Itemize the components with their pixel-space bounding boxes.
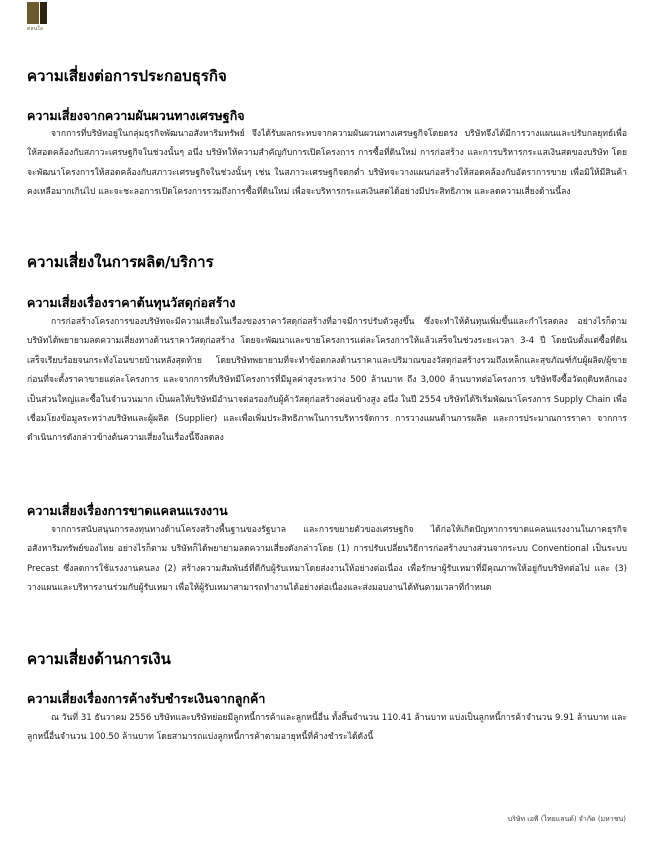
section-heading-production-risk: ความเสี่ยงในการผลิต/บริการ [27, 253, 214, 271]
logo-caption: ตลนใอ [27, 26, 44, 32]
subheading-receivables: ความเสี่ยงเรื่องการค้างรับชำระเงินจากลูกค้า [27, 691, 266, 706]
paragraph-labor-shortage: จากการสนับสนุนการลงทุนทางด้านโครงสร้างพื้นฐานของรัฐบาล และการขยายตัวของเศรษฐกิจ ได้ก่อให้เกิดปัญหาการขาดแคลนแรงงานในภาคธุรกิจอสังหาริมทรัพย์ของไทย อย่างไรก็ตาม บริษัทก็ได้พยายามลดความเสี่ยงดังกล่าวโดย (1) การปรับเปลี่ยนวิธีการก่อสร้างบางส่วนจากระบบ Conventional เป็นระบบ Precast ซึ่งลดการใช้แรงงานคนลง (2) สร้างความสัมพันธ์ที่ดีกับผู้รับเหมาโดยส่งงานให้อย่างต่อเนื่อง เพื่อรักษาผู้รับเหมาที่มีคุณภาพให้อยู่กับบริษัทต่อไป และ (3) วางแผนและบริหารงานร่วมกับผู้รับเหมา เพื่อให้ผู้รับเหมาสามารถทำงานได้อย่างต่อเนื่องและส่งมอบงานได้ทันตามเวลาที่กำหนด [27, 525, 627, 594]
paragraph-economic-volatility: จากการที่บริษัทอยู่ในกลุ่มธุรกิจพัฒนาอสังหาริมทรัพย์ จึงได้รับผลกระทบจากความผันผวนทางเศรษฐกิจโดยตรง บริษัทจึงได้มีการวางแผนและปรับกลยุทธ์เพื่อให้สอดคล้องกับสภาวะเศรษฐกิจในช่วงนั้นๆ อนึ่ง บริษัทให้ความสำคัญกับการเปิดโครงการ การซื้อที่ดินใหม่ การก่อสร้าง และการบริหารกระแสเงินสดของบริษัท โดยจะพัฒนาโครงการให้สอดคล้องกับสภาวะเศรษฐกิจในช่วงนั้นๆ เช่น ในสภาวะเศรษฐกิจตกต่ำ บริษัทจะวางแผนก่อสร้างให้สอดคล้องกับอัตราการขาย เพื่อมิให้มีสินค้าคงเหลือมากเกินไป และจะชะลอการเปิดโครงการรวมถึงการซื้อที่ดินใหม่ เพื่อจะบริหารกระแสเงินสดได้อย่างมีประสิทธิภาพ และลดความเสี่ยงด้านนี้ลง [27, 129, 627, 198]
paragraph-receivables: ณ วันที่ 31 ธันวาคม 2556 บริษัทและบริษัทย่อยมีลูกหนี้การค้าและลูกหนี้อื่น ทั้งสิ้นจำนวน 110.41 ล้านบาท แบ่งเป็นลูกหนี้การค้าจำนวน 9.91 ล้านบาท และลูกหนี้อื่นจำนวน 100.50 ล้านบาท โดยสามารถแบ่งลูกหนี้การค้าตามอายุหนี้ที่ค้างชำระได้ดังนี้ [27, 713, 627, 743]
footer-company-name: บริษัท เอพี (ไทยแลนด์) จำกัด (มหาชน) [507, 815, 626, 823]
subheading-labor-shortage: ความเสี่ยงเรื่องการขาดแคลนแรงงาน [27, 503, 228, 518]
logo-mark-icon [27, 2, 49, 24]
company-logo [27, 2, 49, 32]
section-heading-business-risk: ความเสี่ยงต่อการประกอบธุรกิจ [27, 67, 227, 85]
subheading-material-cost: ความเสี่ยงเรื่องราคาต้นทุนวัสดุก่อสร้าง [27, 295, 236, 310]
section-heading-financial-risk: ความเสี่ยงด้านการเงิน [27, 650, 171, 668]
subheading-economic-volatility: ความเสี่ยงจากความผันผวนทางเศรษฐกิจ [27, 108, 245, 123]
paragraph-material-cost: การก่อสร้างโครงการของบริษัทจะมีความเสี่ยงในเรื่องของราคาวัสดุก่อสร้างที่อาจมีการปรับตัวสูงขึ้น ซึ่งจะทำให้ต้นทุนเพิ่มขึ้นและกำไรลดลง อย่างไรก็ตาม บริษัทได้พยายามลดความเสี่ยงทางด้านราคาวัสดุก่อสร้าง โดยจะพัฒนาและขายโครงการแต่ละโครงการให้แล้วเสร็จในช่วงระยะเวลา 3-4 ปี โดยนับตั้งแต่ซื้อที่ดินเสร็จเรียบร้อยจนกระทั่งโอนขายบ้านหลังสุดท้าย โดยบริษัทพยายามที่จะทำข้อตกลงด้านราคาและปริมาณของวัสดุก่อสร้างรวมถึงเหล็กและสุขภัณฑ์กับผู้ผลิต/ผู้ขายก่อนที่จะตั้งราคาขายแต่ละโครงการ และจากการที่บริษัทมีโครงการที่มีมูลค่าสูงระหว่าง 500 ล้านบาท ถึง 3,000 ล้านบาทต่อโครงการ บริษัทจึงซื้อวัตถุดิบหลักเองเป็นส่วนใหญ่และซื้อในจำนวนมาก เป็นผลให้บริษัทมีอำนาจต่อรองกับผู้ค้าวัสดุก่อสร้างค่อนข้างสูง อนึ่ง ในปี 2554 บริษัทได้ริเริ่มพัฒนาโครงการ Supply Chain เพื่อเชื่อมโยงข้อมูลระหว่างบริษัทและผู้ผลิต (Supplier) และเพื่อเพิ่มประสิทธิภาพในการบริหารจัดการ การวางแผนด้านการผลิต และการประมาณการราคา จากการดำเนินการดังกล่าวข้างต้นความเสี่ยงในเรื่องนี้จึงลดลง [27, 317, 627, 444]
